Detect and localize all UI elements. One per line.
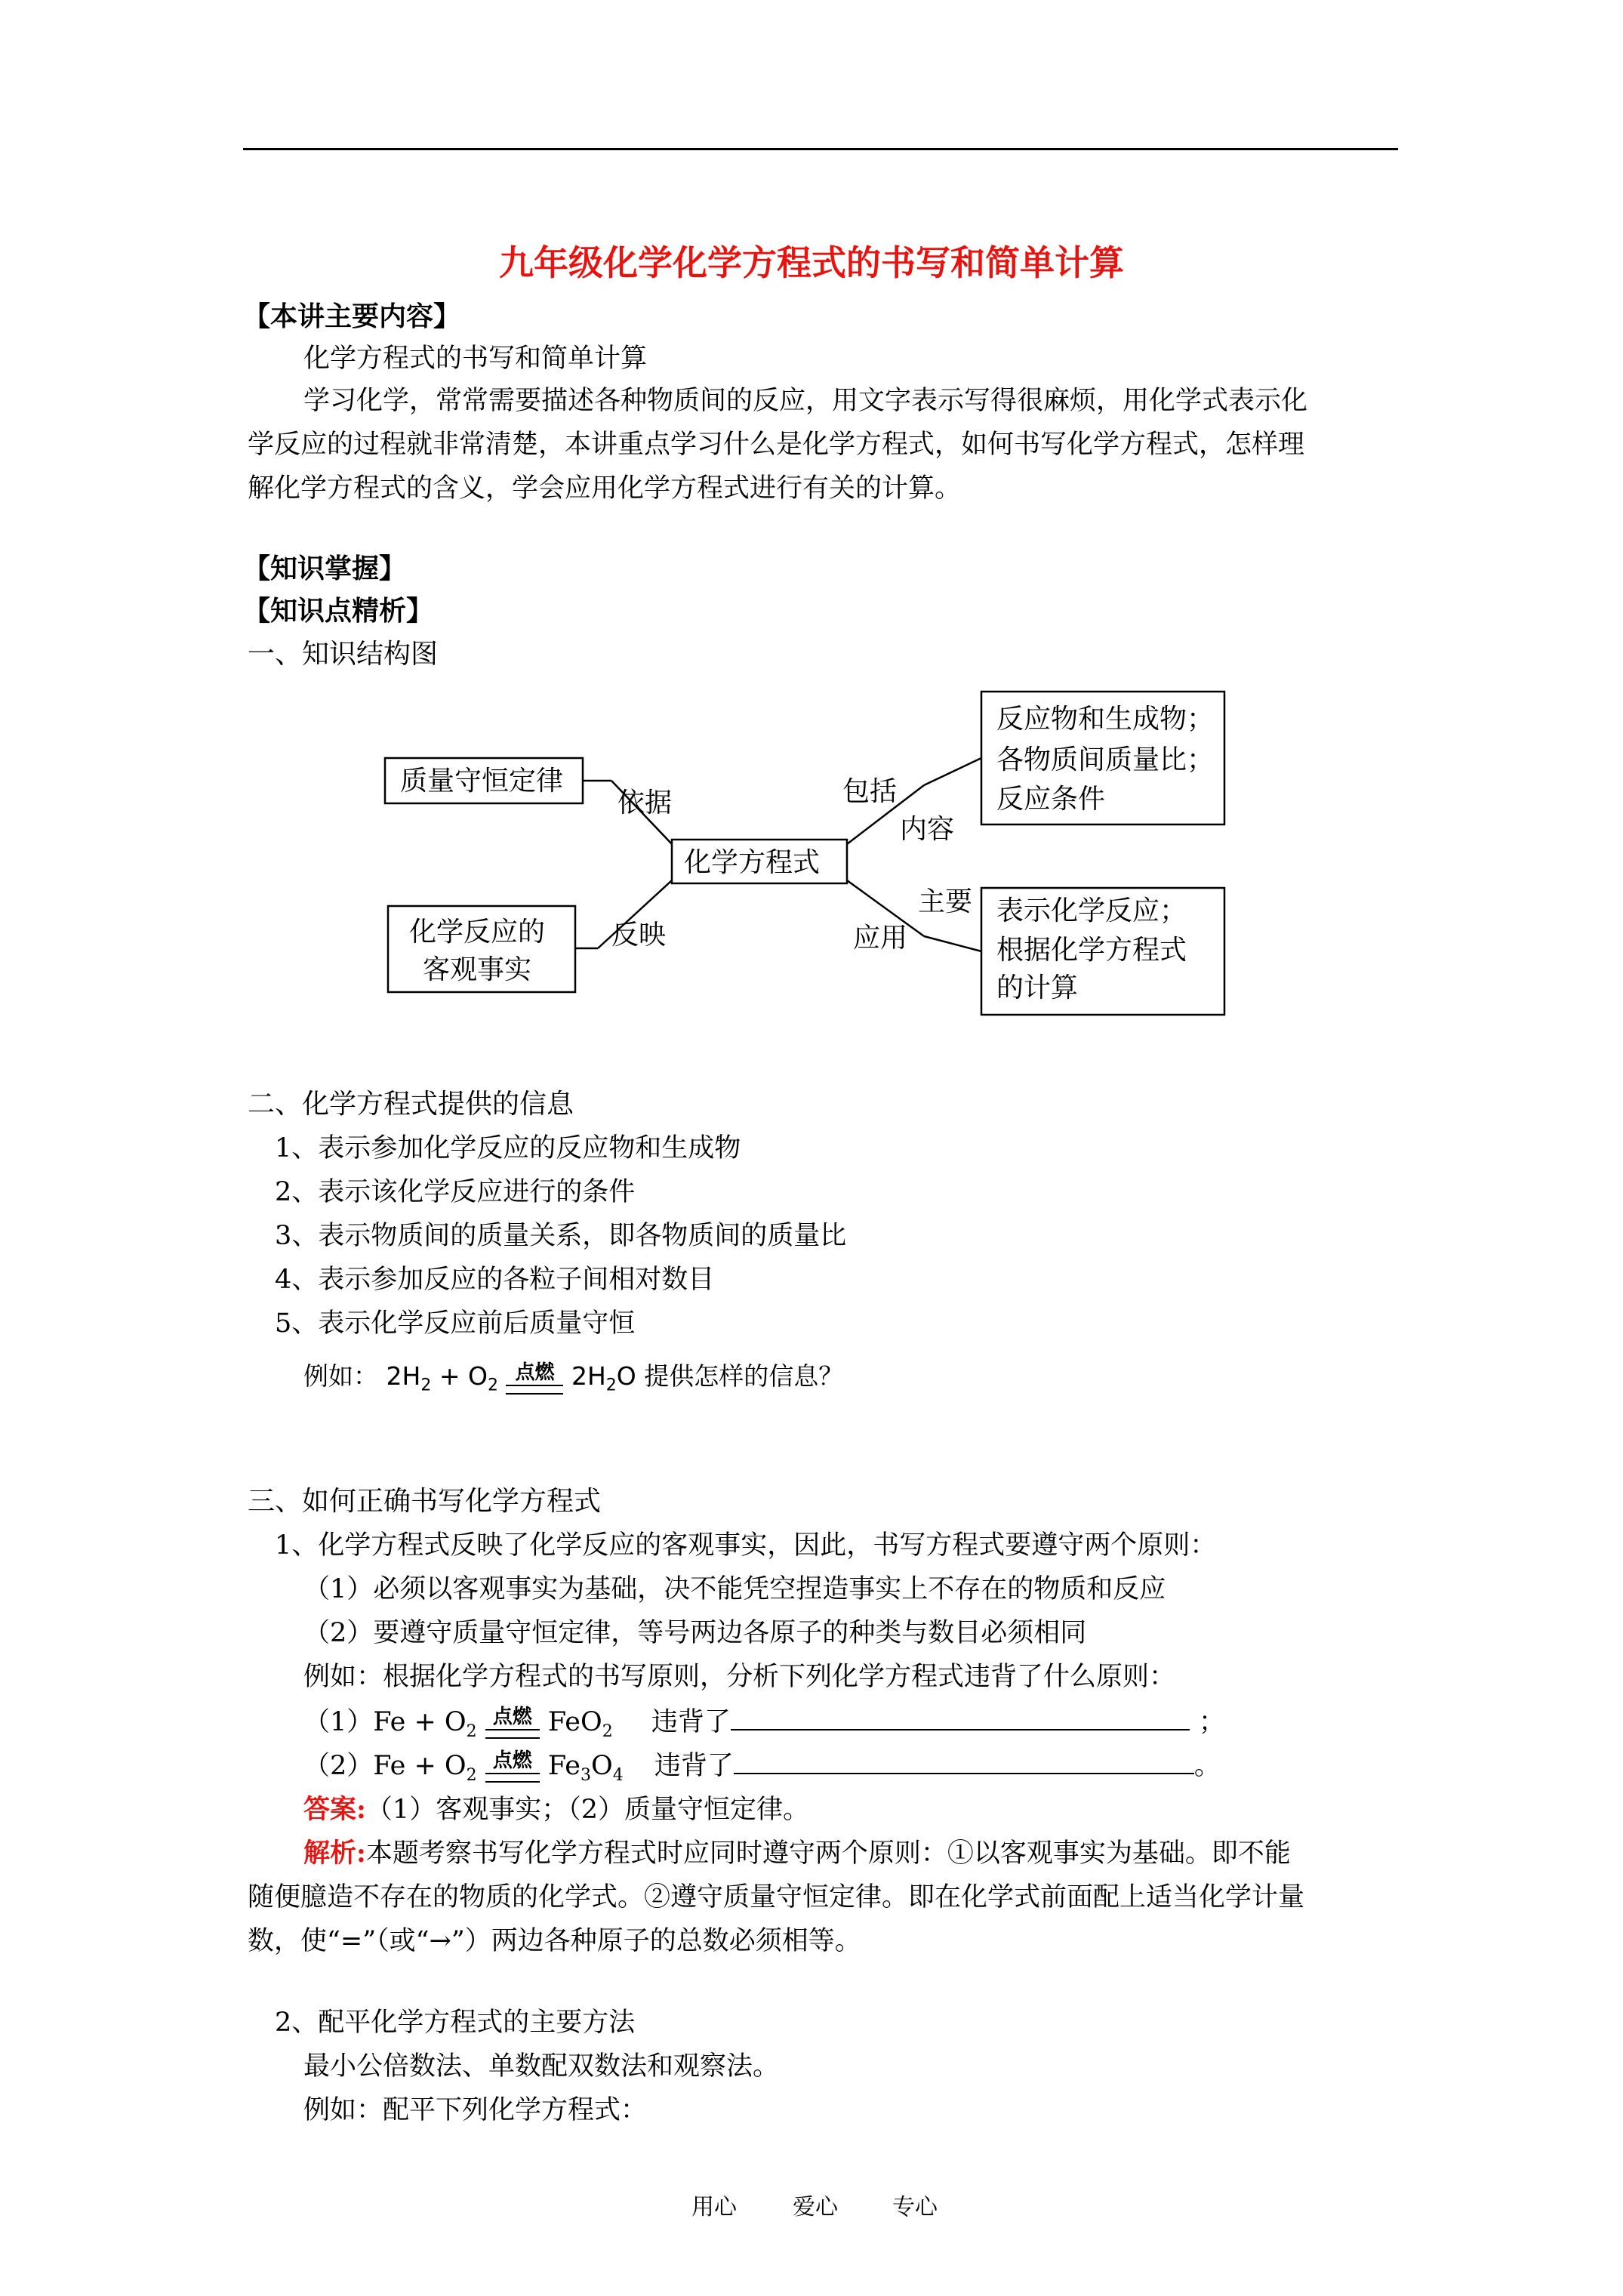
analysis-label: 解析: [303,1838,366,1869]
part2-item-1: 1、表示参加化学反应的反应物和生成物 [275,1133,741,1163]
knowledge-header: 【知识掌握】 [243,553,407,584]
part2-title: 二、化学方程式提供的信息 [248,1089,574,1120]
right-top-box-line2: 各物质间质量比； [996,744,1215,775]
right-bottom-edge-label2: 应用 [853,923,908,954]
question-1: $(1)Fe + O_2$ 点燃 FeO$_2$ 违背了 ； [303,1706,1225,1741]
right-top-box-line1: 反应物和生成物； [996,704,1215,735]
footer-item-3: 专心 [892,2194,938,2220]
center-label: 化学方程式 [684,847,821,878]
right-top-edge-label2: 内容 [900,814,955,845]
equation-product-h2o: $2H_2O$ [571,1361,636,1395]
example-prefix: 例如： [303,1361,378,1391]
part2-item-2: 2、表示该化学反应进行的条件 [275,1177,636,1207]
right-bottom-edge-label1: 主要 [918,886,973,917]
example-suffix: 提供怎样的信息？ [644,1361,844,1391]
right-bottom-box-line1: 表示化学反应； [996,895,1187,926]
left-top-box-label: 质量守恒定律 [400,766,564,797]
q2-answer-blank[interactable] [734,1750,1194,1774]
analysis-line-1: 解析:本题考察书写化学方程式时应同时遵守两个原则：①以客观事实为基础。即不能 [303,1838,1291,1869]
q1-answer-blank[interactable] [731,1706,1190,1730]
intro-line-2: 学反应的过程就非常清楚，本讲重点学习什么是化学方程式，如何书写化学方程式，怎样理 [248,430,1305,460]
left-top-edge-label: 依据 [617,787,673,818]
part2-item-5: 5、表示化学反应前后质量守恒 [275,1308,636,1339]
part3-title: 三、如何正确书写化学方程式 [248,1486,602,1517]
header-rule [243,148,1398,150]
analysis-line-3: 数，使“=”（或“→”）两边各种原子的总数必须相等。 [248,1926,861,1956]
main-content-header: 【本讲主要内容】 [243,300,461,332]
left-bottom-edge-label: 反映 [611,920,667,951]
q1-condition: 点燃 [485,1706,540,1739]
part2-item-3: 3、表示物质间的质量关系，即各物质间的质量比 [275,1221,847,1251]
right-top-box-line3: 反应条件 [996,784,1106,815]
document-title: 九年级化学化学方程式的书写和简单计算 [499,242,1124,283]
part3-rule-1: （1）必须以客观事实为基础，决不能凭空捏造事实上不存在的物质和反应 [303,1574,1166,1604]
part3-item-1: 1、化学方程式反映了化学反应的客观事实，因此，书写方程式要遵守两个原则： [275,1530,1217,1561]
footer-item-1: 用心 [691,2194,737,2220]
answer [303,1792,809,1827]
analysis-line-2: 随便臆造不存在的物质的化学式。②遵守质量守恒定律。即在化学式前面配上适当化学计量 [248,1882,1305,1912]
part1-title: 一、知识结构图 [248,639,439,670]
part2-item-4: 4、表示参加反应的各粒子间相对数目 [275,1265,715,1295]
answer-label: 答案: [303,1794,366,1825]
q2-condition: 点燃 [485,1750,540,1783]
analysis-header: 【知识点精析】 [243,595,434,627]
left-bottom-box-line1: 化学反应的 [409,917,546,948]
reaction-condition: 点燃 [506,1362,563,1395]
answer-text: （1）客观事实；（2）质量守恒定律。 [365,1795,809,1825]
knowledge-structure-diagram [362,680,1238,1027]
right-bottom-box-line3: 的计算 [996,972,1079,1003]
equation-reactant-h2: $2H_2$ [386,1361,432,1395]
part3-rule-2: （2）要遵守质量守恒定律，等号两边各原子的种类与数目必须相同 [303,1618,1087,1648]
right-bottom-box-line2: 根据化学方程式 [996,935,1187,966]
right-top-edge-label1: 包括 [842,776,898,807]
question-2: $(2)Fe + O_2$ 点燃 $Fe_3O_4$ 违背了 。 [303,1749,1221,1785]
left-bottom-box-line2: 客观事实 [423,954,532,985]
intro-line-1: 学习化学，常常需要描述各种物质间的反应，用文字表示写得很麻烦，用化学式表示化 [303,386,1308,416]
main-content-subtitle: 化学方程式的书写和简单计算 [303,344,648,374]
part2-example [303,1359,843,1404]
plus-sign: + [439,1361,460,1391]
equation-reactant-o2: $O_2$ [467,1361,498,1395]
part3-item-2-methods: 最小公倍数法、单数配双数法和观察法。 [303,2051,780,2082]
part3-item-2-example: 例如：配平下列化学方程式： [303,2095,648,2125]
part3-example: 例如：根据化学方程式的书写原则，分析下列化学方程式违背了什么原则： [303,1662,1176,1692]
part3-item-2: 2、配平化学方程式的主要方法 [275,2008,636,2038]
footer-item-2: 爱心 [793,2194,838,2220]
intro-line-3: 解化学方程式的含义，学会应用化学方程式进行有关的计算。 [248,473,962,504]
